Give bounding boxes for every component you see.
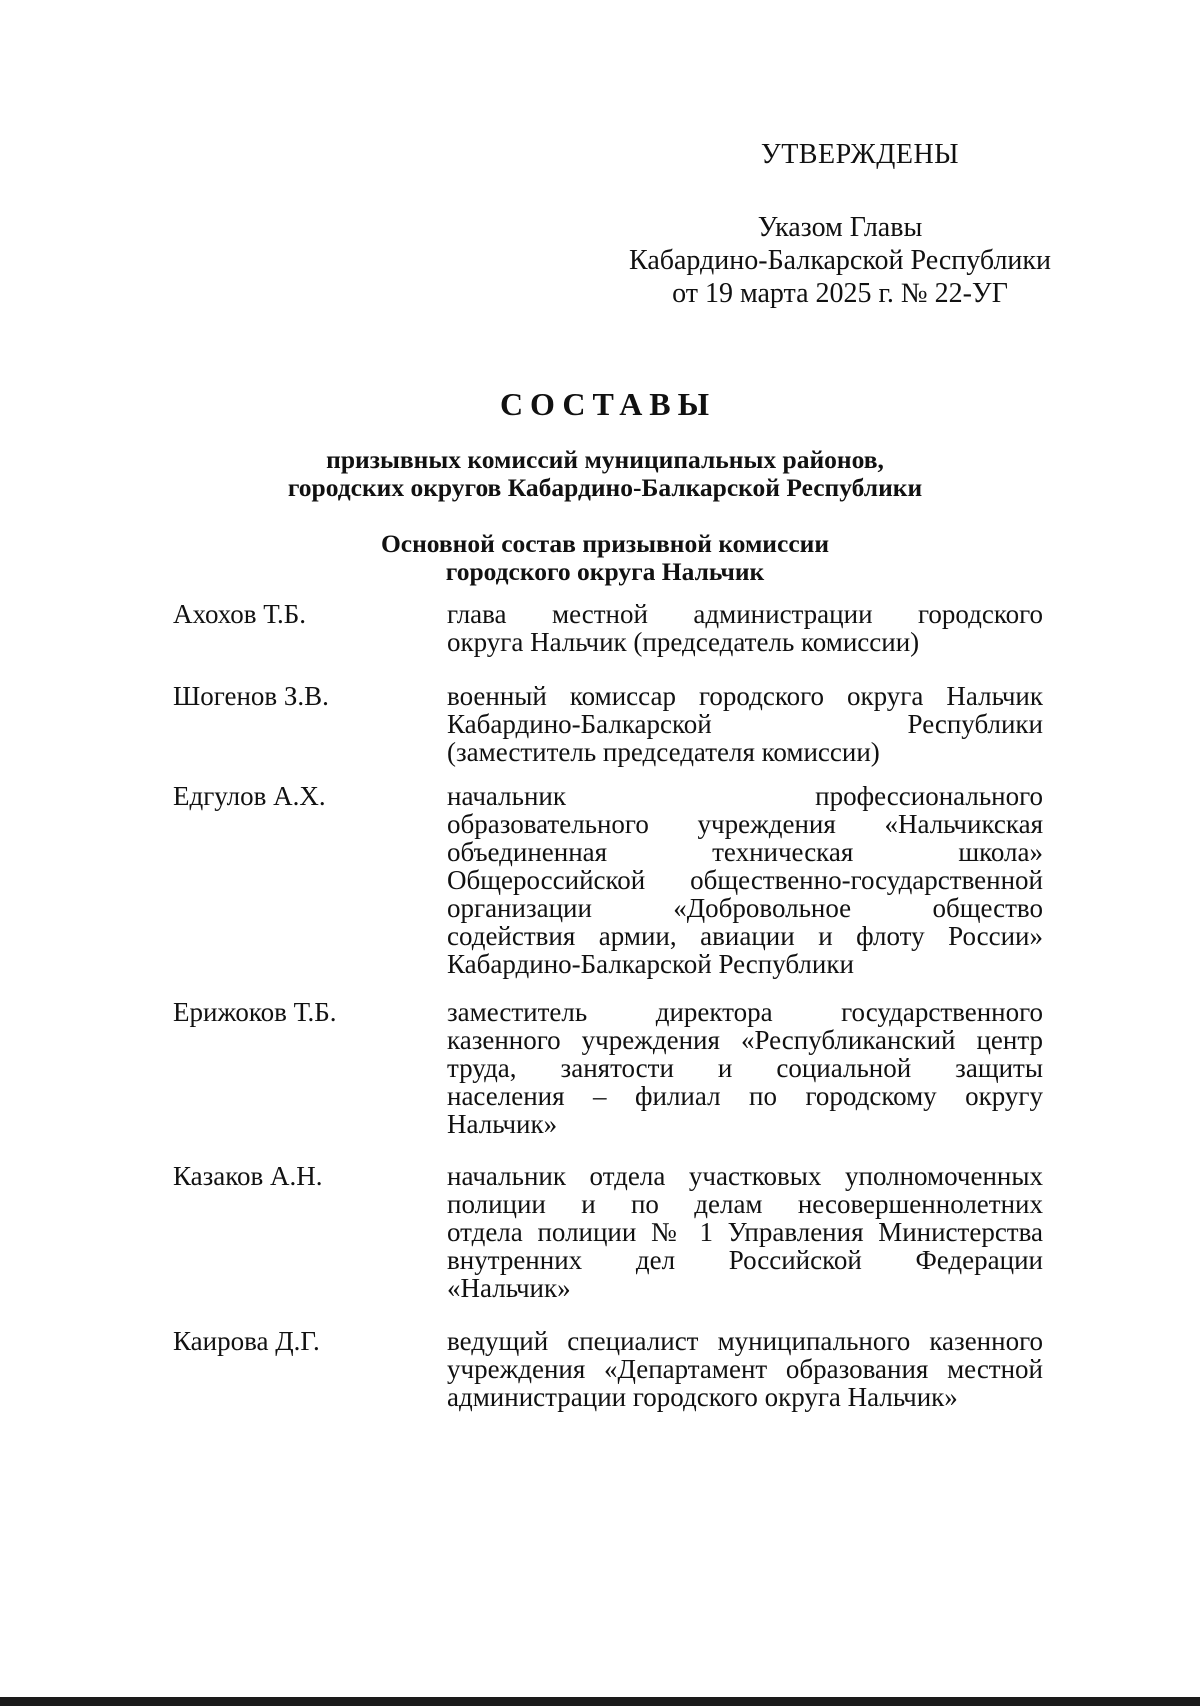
member-name: Каирова Д.Г. xyxy=(173,1326,320,1356)
member-name: Едгулов А.Х. xyxy=(173,781,326,811)
member-role-line: внутренних дел Российской Федерации xyxy=(447,1245,1043,1275)
member-role-line: Нальчик» xyxy=(447,1109,558,1139)
scan-edge-bar xyxy=(0,1697,1200,1706)
member-role-line: (заместитель председателя комиссии) xyxy=(447,737,880,767)
member-role-line: образовательного учреждения «Нальчикская xyxy=(447,809,1043,839)
member-role-line: начальник профессионального xyxy=(447,781,1043,811)
subtitle-line-2: городских округов Кабардино-Балкарской Республики xyxy=(287,473,923,502)
member-role-line: ведущий специалист муниципального казенного xyxy=(447,1326,1043,1356)
approval-line-3: от 19 марта 2025 г. № 22-УГ xyxy=(672,278,1008,309)
member-role-line: Кабардино-Балкарской Республики xyxy=(447,709,1043,739)
member-role-line: округа Нальчик (председатель комиссии) xyxy=(447,627,920,657)
section-heading xyxy=(100,530,1110,586)
member-role-line: населения – филиал по городскому округу xyxy=(447,1081,1043,1111)
approval-block xyxy=(600,138,1080,310)
member-role-line: казенного учреждения «Республиканский центр xyxy=(447,1025,1043,1055)
member-role-line: Кабардино-Балкарской Республики xyxy=(447,949,854,979)
document-subtitle xyxy=(100,446,1110,502)
member-role-line: администрации городского округа Нальчик» xyxy=(447,1382,958,1412)
member-role xyxy=(447,1162,1043,1302)
member-role-line: заместитель директора государственного xyxy=(447,997,1043,1027)
member-role xyxy=(447,1327,1043,1411)
member-role-line: глава местной администрации городского xyxy=(447,599,1043,629)
member-role-line: организации «Добровольное общество xyxy=(447,893,1043,923)
section-line-2: городского округа Нальчик xyxy=(445,557,765,586)
document-title: СОСТАВЫ xyxy=(499,386,717,422)
approval-line-1: Указом Главы xyxy=(757,212,923,243)
member-role-line: отдела полиции № 1 Управления Министерства xyxy=(447,1217,1043,1247)
member-role-line: военный комиссар городского округа Нальчик xyxy=(447,681,1043,711)
section-line-1: Основной состав призывной комиссии xyxy=(380,529,830,558)
approval-heading: УТВЕРЖДЕНЫ xyxy=(760,139,960,170)
subtitle-line-1: призывных комиссий муниципальных районов, xyxy=(326,445,884,474)
member-role-line: объединенная техническая школа» xyxy=(447,837,1043,867)
member-role-line: Общероссийской общественно-государственной xyxy=(447,865,1043,895)
member-name: Казаков А.Н. xyxy=(173,1161,323,1191)
member-role-line: труда, занятости и социальной защиты xyxy=(447,1053,1043,1083)
member-role xyxy=(447,782,1043,978)
member-role xyxy=(447,682,1043,766)
member-role-line: начальник отдела участковых уполномоченных xyxy=(447,1161,1043,1191)
member-role-line: «Нальчик» xyxy=(447,1273,571,1303)
member-role-line: полиции и по делам несовершеннолетних xyxy=(447,1189,1043,1219)
member-role-line: содействия армии, авиации и флоту России» xyxy=(447,921,1043,951)
member-name: Ерижоков Т.Б. xyxy=(173,997,337,1027)
approval-line-2: Кабардино-Балкарской Республики xyxy=(629,245,1051,276)
member-role-line: учреждения «Департамент образования местной xyxy=(447,1354,1043,1384)
member-name: Ахохов Т.Б. xyxy=(173,599,307,629)
member-name: Шогенов З.В. xyxy=(173,681,329,711)
member-role xyxy=(447,998,1043,1138)
member-role xyxy=(447,600,1043,656)
